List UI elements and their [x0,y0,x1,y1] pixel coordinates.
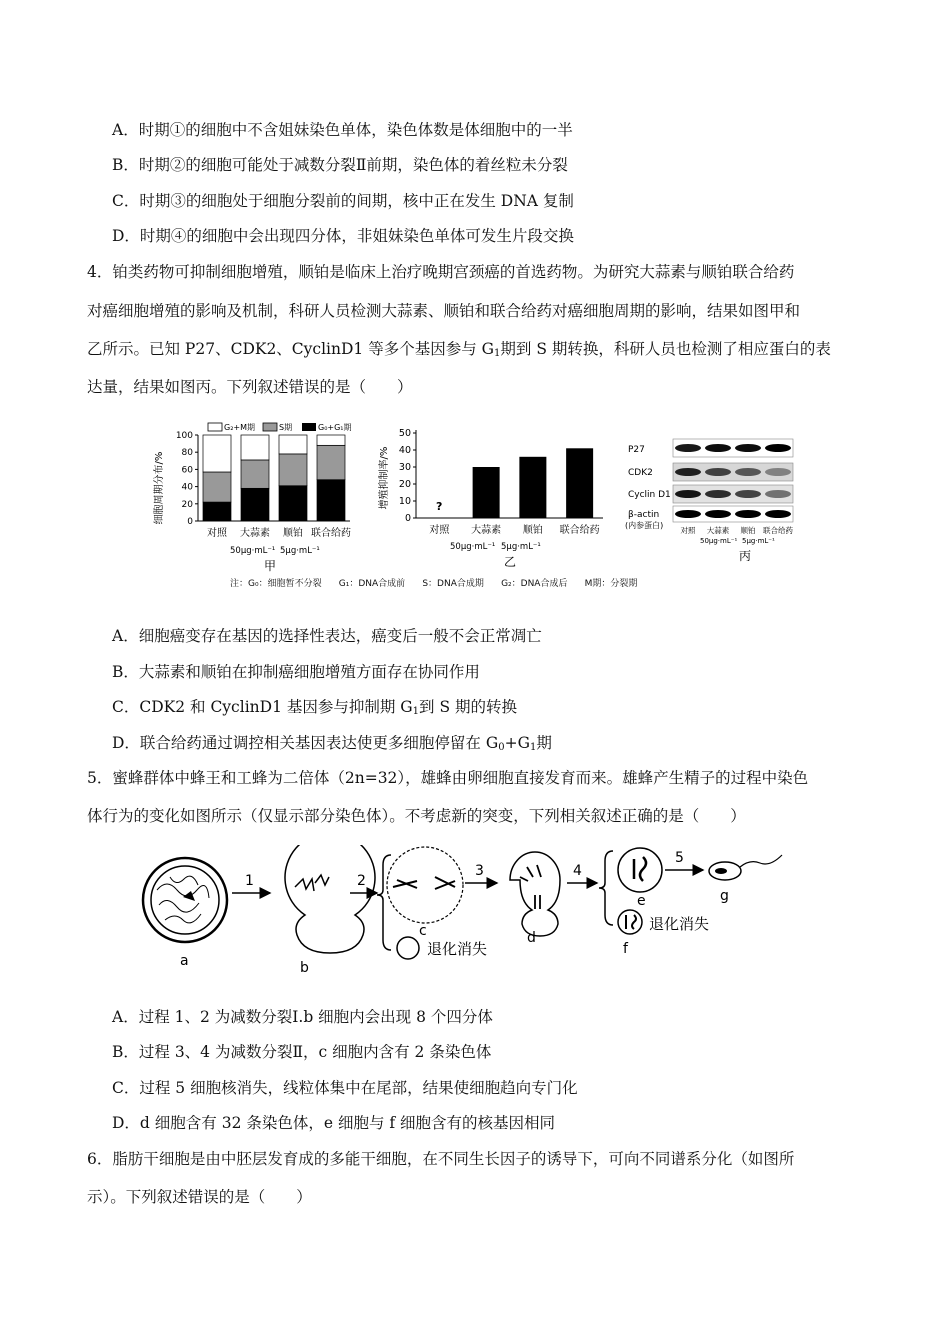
jia-caption: 甲 [263,559,277,573]
svg-text:3: 3 [475,863,484,879]
blot-band [735,444,761,452]
figure-bing-western-blot [625,430,810,570]
jia-sub-label-2: 5μg·mL⁻¹ [280,546,320,556]
bing-row-p27: P27 [628,445,645,455]
q3-option-c: C．时期③的细胞处于细胞分裂前的间期，核中正在发生 DNA 复制 [112,192,574,210]
svg-text:c: c [419,923,427,939]
cell-e [618,848,662,892]
q3-option-a: A．时期①的细胞中不含姐妹染色单体，染色体数是体细胞中的一半 [112,121,573,139]
svg-text:S期: S期 [279,423,293,432]
blot-band [735,490,761,498]
yi-ylabel: 增殖抑制率/% [379,446,390,510]
yi-ytick-label: 40 [398,445,411,456]
bing-categories [681,525,794,535]
q4-option-d: D．联合给药通过调控相关基因表达使更多细胞停留在 $G_0+G_1$期 [112,734,552,753]
q4-option-b: B．大蒜素和顺铂在抑制癌细胞增殖方面存在协同作用 [112,663,480,681]
bing-category-label: 对照 [680,526,696,535]
yi-unknown-mark: ? [436,500,443,513]
blot-band [705,490,731,498]
q5-stem-line2: 体行为的变化如图所示（仅显示部分染色体）。不考虑新的突变，下列相关叙述正确的是（ ） [87,807,746,825]
cell-b [285,845,375,953]
blot-band [705,468,731,476]
bing-row-cyclind1: Cyclin D1 [628,490,671,500]
blot-band [735,468,761,476]
q6-stem-line2: 示）。下列叙述错误的是（ ） [87,1188,312,1206]
yi-bar [473,467,500,518]
cell-f [618,910,642,934]
blot-band [675,468,701,476]
jia-bar-segment [279,435,307,454]
jia-bar-segment [241,488,269,521]
svg-text:b: b [300,960,309,976]
jia-bar-segment [241,460,269,488]
blot-band [675,490,701,498]
jia-category-label: 对照 [207,528,227,539]
jia-ytick-label: 20 [181,499,193,510]
yi-caption: 乙 [503,555,517,569]
blot-band [675,510,701,518]
yi-category-label: 对照 [429,525,450,536]
jia-y-ticks [176,431,198,527]
q5-option-a: A．过程 1、2 为减数分裂Ⅰ.b 细胞内会出现 8 个四分体 [112,1008,493,1026]
bing-sub-label-1: 50μg·mL⁻¹ [700,537,738,545]
jia-categories [207,526,351,539]
q3-option-d: D．时期④的细胞中会出现四分体，非姐妹染色单体可发生片段交换 [112,227,574,245]
jia-bar-segment [203,472,231,502]
q6-stem-line1: 6．脂肪干细胞是由中胚层发育成的多能干细胞，在不同生长因子的诱导下，可向不同谱系分化（如图所 [87,1150,795,1168]
svg-text:d: d [527,930,536,946]
jia-category-label: 联合给药 [311,528,351,539]
q5-option-d: D．d 细胞含有 32 条染色体，e 细胞与 f 细胞含有的核基因相同 [112,1114,556,1132]
jia-ylabel: 细胞周期分布/% [154,451,165,525]
yi-bar [566,448,593,518]
svg-text:a: a [180,953,189,969]
figure-bee-spermatogenesis [135,845,795,980]
svg-text:G₀+G₁期: G₀+G₁期 [318,423,352,432]
bing-category-label: 大蒜素 [706,526,730,535]
svg-text:G₂+M期: G₂+M期 [224,423,256,432]
blot-band [705,510,731,518]
yi-sub-label-2: 5μg·mL⁻¹ [501,542,541,552]
yi-ytick-label: 20 [398,479,411,490]
blot-band [765,444,791,452]
jia-ytick-label: 60 [181,465,193,476]
q4-stem-line3: 乙所示。已知 P27、CDK2、CyclinD1 等多个基因参与 $G_1$期到 S 期转换，科研人员也检测了相应蛋白的表 [87,340,831,359]
svg-text:2: 2 [357,873,366,889]
q4-stem-line2: 对癌细胞增殖的影响及机制，科研人员检测大蒜素、顺铂和联合给药对癌细胞周期的影响，结果如图甲和 [87,302,801,320]
jia-ytick-label: 0 [187,517,193,527]
jia-bar-segment [279,486,307,521]
blot-band [765,510,791,518]
bing-caption: 丙 [738,549,752,563]
bing-note: (内参蛋白) [625,521,664,530]
jia-bar-segment [203,502,231,521]
figure-note: 注：G₀：细胞暂不分裂 G₁：DNA合成前 S：DNA合成期 G₂：DNA合成后 M期：分裂期 [230,579,638,589]
q4-stem-line1: 4．铂类药物可抑制细胞增殖，顺铂是临床上治疗晚期宫颈癌的首选药物。为研究大蒜素与顺铂联合给药 [87,263,795,281]
jia-bar-segment [279,454,307,486]
jia-category-label: 顺铂 [283,528,303,539]
q4-option-a: A．细胞癌变存在基因的选择性表达，癌变后一般不会正常凋亡 [112,627,542,645]
bing-category-label: 联合给药 [763,526,793,535]
yi-bar [519,457,546,518]
yi-categories [429,523,599,536]
svg-text:5: 5 [675,850,684,866]
jia-bar-segment [317,480,345,521]
svg-text:1: 1 [245,873,254,889]
cell-a [143,858,227,942]
yi-ytick-label: 10 [398,496,411,507]
yi-ytick-label: 0 [404,513,411,524]
q3-option-b: B．时期②的细胞可能处于减数分裂Ⅱ前期，染色体的着丝粒未分裂 [112,156,568,174]
degenerate-label-2: 退化消失 [649,915,710,933]
yi-ytick-label: 30 [398,462,411,473]
bing-category-label: 顺铂 [740,526,756,535]
jia-bar-segment [241,435,269,460]
yi-category-label: 大蒜素 [471,525,502,536]
jia-bar-segment [203,435,231,472]
bing-row-actin: β-actin [628,510,660,520]
blot-band [765,468,791,476]
jia-bar-segment [317,435,345,445]
jia-bars [203,435,345,521]
yi-category-label: 顺铂 [522,525,543,536]
jia-sub-label-1: 50μg·mL⁻¹ [230,546,276,556]
jia-category-label: 大蒜素 [240,528,270,539]
q4-option-c: C．CDK2 和 CyclinD1 基因参与抑制期 $G_1$到 S 期的转换 [112,698,518,717]
cell-g-sperm [709,855,782,880]
blot-band [735,510,761,518]
yi-bars [473,448,594,518]
yi-y-ticks [399,428,416,524]
jia-bar-segment [317,445,345,479]
svg-text:g: g [720,888,729,904]
degenerate-label-1: 退化消失 [427,940,488,958]
bing-row-cdk2: CDK2 [628,468,653,478]
svg-text:4: 4 [573,863,582,879]
figure-jia-stacked-bar-chart [150,418,365,578]
q5-option-c: C．过程 5 细胞核消失，线粒体集中在尾部，结果使细胞趋向专门化 [112,1079,578,1097]
jia-legend [208,422,352,432]
q5-option-b: B．过程 3、4 为减数分裂Ⅱ，c 细胞内含有 2 条染色体 [112,1043,492,1061]
jia-ytick-label: 80 [181,448,193,459]
q4-stem-line4: 达量，结果如图丙。下列叙述错误的是（ ） [87,378,413,396]
figure-yi-bar-chart [378,418,608,578]
yi-sub-label-1: 50μg·mL⁻¹ [450,542,496,552]
yi-category-label: 联合给药 [559,525,600,536]
jia-ytick-label: 40 [181,482,193,493]
blot-band [675,444,701,452]
cell-c [387,847,463,923]
q5-stem-line1: 5．蜜蜂群体中蜂王和工蜂为二倍体（2n=32），雄蜂由卵细胞直接发育而来。雄蜂产生精子的过程中染色 [87,769,809,787]
blot-band [705,444,731,452]
jia-ytick-label: 100 [175,431,193,441]
cell-d [510,852,560,936]
blot-band [765,490,791,498]
yi-ytick-label: 50 [398,428,411,439]
bing-sub-label-2: 5μg·mL⁻¹ [742,537,775,545]
svg-text:f: f [623,941,628,957]
svg-text:e: e [637,893,646,909]
